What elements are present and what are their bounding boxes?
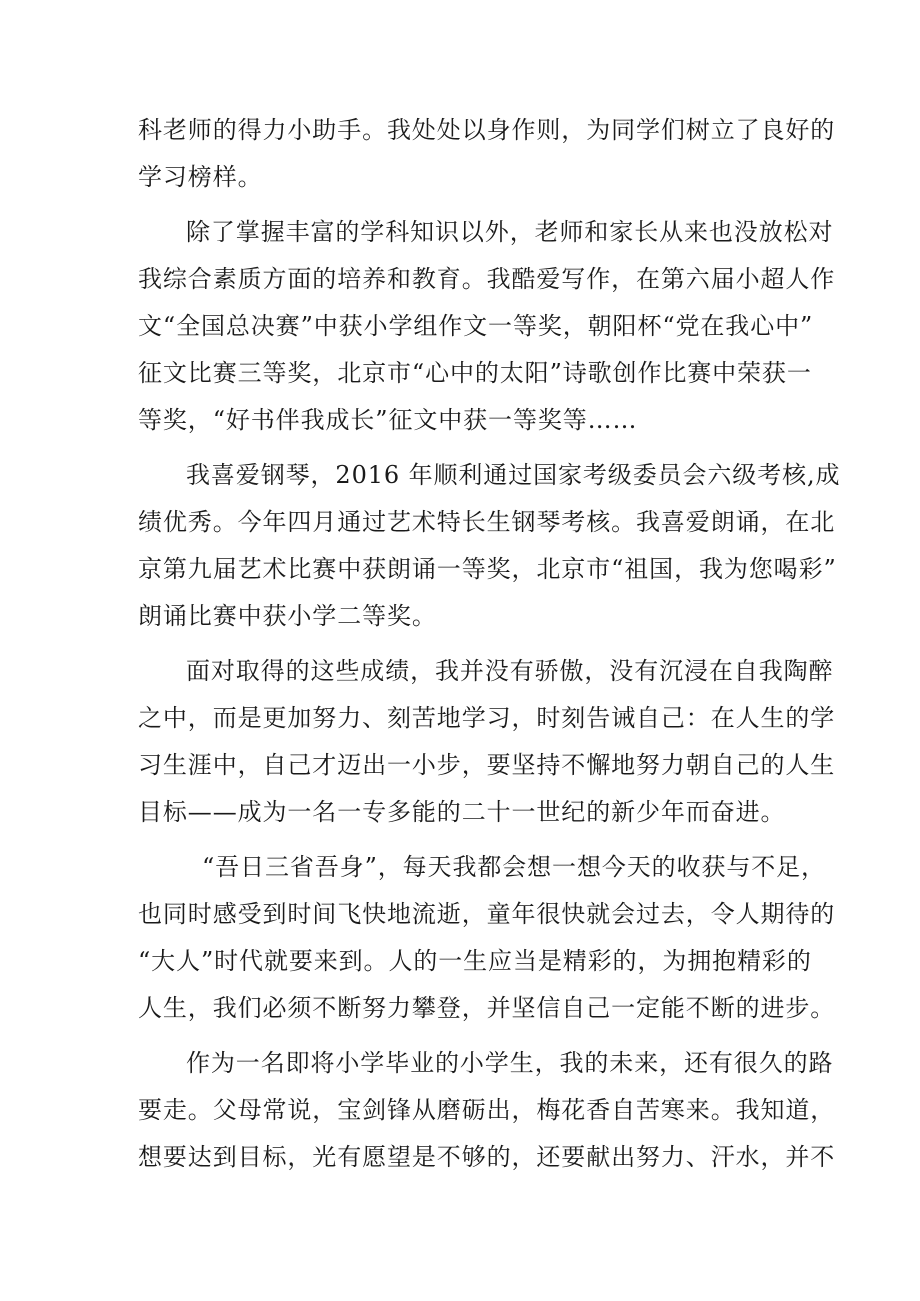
text-line: 要走。父母常说，宝剑锋从磨砺出，梅花香自苦寒来。我知道， xyxy=(138,1096,836,1124)
paragraph xyxy=(138,844,836,1032)
body-text xyxy=(138,107,841,1181)
text-line: 想要达到目标，光有愿望是不够的，还要献出努力、汗水，并不 xyxy=(138,1143,836,1171)
text-line: 除了掌握丰富的学科知识以外，老师和家长从来也没放松对 xyxy=(186,218,834,246)
text-line: 习生涯中，自己才迈出一小步，要坚持不懈地努力朝自己的人生 xyxy=(138,751,836,779)
text-line: 之中，而是更加努力、刻苦地学习，时刻告诫自己：在人生的学 xyxy=(138,704,836,732)
text-line: 面对取得的这些成绩，我并没有骄傲，没有沉浸在自我陶醉 xyxy=(186,657,834,685)
text-line: 我喜爱钢琴，2016 年顺利通过国家考级委员会六级考核,成 xyxy=(186,461,841,489)
text-line: 等奖，“好书伴我成长”征文中获一等奖等…… xyxy=(138,406,638,434)
text-line: 征文比赛三等奖，北京市“心中的太阳”诗歌创作比赛中荣获一 xyxy=(138,359,812,387)
paragraph xyxy=(138,648,836,836)
paragraph xyxy=(138,452,841,640)
paragraph xyxy=(138,107,836,201)
text-line: 绩优秀。今年四月通过艺术特长生钢琴考核。我喜爱朗诵，在北 xyxy=(138,508,836,536)
text-line: 我综合素质方面的培养和教育。我酷爱写作，在第六届小超人作 xyxy=(138,265,836,293)
text-line: 人生，我们必须不断努力攀登，并坚信自己一定能不断的进步。 xyxy=(138,994,836,1022)
paragraph xyxy=(138,209,836,444)
paragraph xyxy=(138,1040,836,1181)
text-line: 朗诵比赛中获小学二等奖。 xyxy=(138,602,437,630)
text-line: 作为一名即将小学毕业的小学生，我的未来，还有很久的路 xyxy=(186,1049,834,1077)
text-line: “大人”时代就要来到。人的一生应当是精彩的，为拥抱精彩的 xyxy=(138,947,812,975)
text-line: 科老师的得力小助手。我处处以身作则，为同学们树立了良好的 xyxy=(138,116,836,144)
text-line: 目标——成为一名一专多能的二十一世纪的新少年而奋进。 xyxy=(138,798,786,826)
text-line: 京第九届艺术比赛中获朗诵一等奖，北京市“祖国，我为您喝彩” xyxy=(138,555,837,583)
text-line: 学习榜样。 xyxy=(138,163,263,191)
text-line: 也同时感受到时间飞快地流逝，童年很快就会过去，令人期待的 xyxy=(138,900,836,928)
text-line: “吾日三省吾身”，每天我都会想一想今天的收获与不足， xyxy=(202,853,826,881)
text-line: 文“全国总决赛”中获小学组作文一等奖，朝阳杯“党在我心中” xyxy=(138,312,814,340)
